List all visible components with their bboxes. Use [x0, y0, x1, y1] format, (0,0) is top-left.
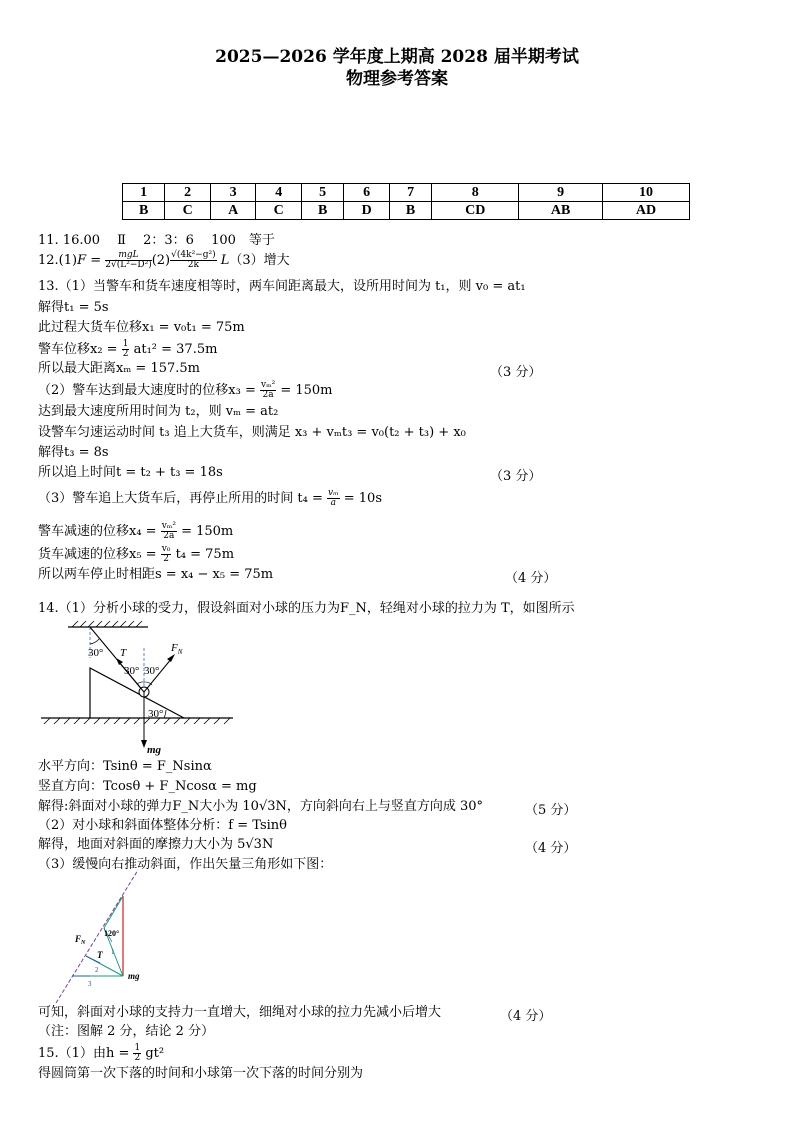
- q13-line-5: 所以最大距离xₘ = 157.5m: [38, 361, 201, 376]
- answer-cell: C: [256, 202, 302, 220]
- question-number: 4: [256, 184, 302, 202]
- question-number: 6: [344, 184, 390, 202]
- q13-line-6: [38, 381, 333, 400]
- q15-l1-pre: 15.（1）由h =: [38, 1046, 130, 1061]
- q13-score-1: （3 分）: [490, 365, 542, 380]
- q13-line-9: 解得t₃ = 8s: [38, 445, 109, 460]
- q13-l13-pre: 货车减速的位移x₅ =: [38, 547, 157, 562]
- fig1-fn-sub: N: [177, 648, 183, 656]
- q15-line-2: 得圆筒第一次下落的时间和小球第一次下落的时间分别为: [38, 1066, 364, 1081]
- answer-cell: CD: [432, 202, 519, 220]
- q13-l4-post: at₁² = 37.5m: [133, 342, 218, 357]
- q12-l: L: [220, 253, 230, 268]
- question-number: 1: [123, 184, 165, 202]
- q12-den1: 2√(L²−D²): [105, 260, 152, 270]
- q13-l6-den: 2a: [262, 390, 274, 400]
- answer-cell: AD: [602, 202, 689, 220]
- q14-score-3: （4 分）: [500, 1009, 552, 1024]
- q13-l11-fraction: [327, 489, 340, 508]
- q12-fraction-2: [170, 251, 216, 270]
- q13-line-7: 达到最大速度所用时间为 t₂，则 vₘ = at₂: [38, 404, 279, 419]
- fig1-angle-1: 30°: [88, 647, 104, 659]
- q13-score-2: （3 分）: [490, 469, 542, 484]
- answer-cell: B: [123, 202, 165, 220]
- q13-l6-num: vₘ²: [260, 380, 276, 390]
- fig1-angle-4: 30°: [148, 708, 164, 720]
- fig2-num-1: 1: [111, 948, 115, 956]
- q13-l13-den: 2: [163, 554, 169, 564]
- q14-line-3: 竖直方向：Tcosθ + F_Ncosα = mg: [38, 779, 257, 794]
- fig1-angle-3: 30°: [144, 665, 160, 677]
- q15-l1-post: gt²: [145, 1046, 165, 1061]
- force-diagram: [38, 618, 238, 760]
- q13-l4-den: 2: [122, 349, 129, 359]
- q13-line-3: 此过程大货车位移x₁ = v₀t₁ = 75m: [38, 320, 245, 335]
- q13-line-10: 所以追上时间t = t₂ + t₃ = 18s: [38, 465, 223, 480]
- q14-line-9: （注：图解 2 分，结论 2 分）: [38, 1024, 215, 1039]
- answer-cell: D: [344, 202, 390, 220]
- q13-l4-fraction: [122, 340, 130, 359]
- answer-cell: AB: [519, 202, 603, 220]
- vector-triangle-diagram: [50, 868, 160, 1008]
- q13-l12-pre: 警车减速的位移x₄ =: [38, 524, 157, 539]
- answer-cell: A: [210, 202, 256, 220]
- q12-den2: 2k: [187, 260, 199, 270]
- question-number: 2: [165, 184, 211, 202]
- fig1-angle-2: 30°: [124, 665, 140, 677]
- fig2-t-label: T: [97, 950, 103, 960]
- q13-l12-den: 2a: [163, 531, 175, 541]
- q13-line-12: [38, 522, 233, 541]
- q13-l11-den: a: [330, 498, 336, 508]
- fig2-fn-sub: N: [81, 940, 86, 946]
- q13-l4-num: 1: [122, 339, 129, 349]
- answer-cell: B: [302, 202, 344, 220]
- fig2-fn-main: F: [75, 934, 82, 944]
- q13-l4-pre: 警车位移x₂ =: [38, 342, 118, 357]
- fig1-t-label: T: [120, 647, 127, 659]
- q13-line-13: [38, 545, 234, 564]
- question-number: 10: [602, 184, 689, 202]
- q13-l13-num: v₀: [161, 544, 171, 554]
- question-number: 8: [432, 184, 519, 202]
- answer-table-number-row: [123, 184, 690, 202]
- q13-l11-post: = 10s: [343, 491, 383, 506]
- q12-num2: √(4k²−g²): [171, 250, 216, 260]
- answer-cell: B: [389, 202, 431, 220]
- q12-num1: mgL: [105, 251, 151, 261]
- q13-line-11: [38, 489, 382, 508]
- q13-l6-fraction: [260, 381, 276, 400]
- q15-l1-den: 2: [134, 1053, 141, 1063]
- q12-f: F =: [77, 253, 102, 268]
- q13-line-4: [38, 340, 217, 359]
- q14-line-7: （3）缓慢向右推动斜面，作出矢量三角形如下图：: [38, 857, 333, 872]
- q15-line-1: [38, 1044, 164, 1063]
- question-number: 5: [302, 184, 344, 202]
- q12-prefix: 12.(1): [38, 253, 78, 268]
- fig2-mg-label: mg: [128, 971, 140, 981]
- q14-line-2: 水平方向：Tsinθ = F_Nsinα: [38, 759, 212, 774]
- q13-line-8: 设警车匀速运动时间 t₃ 追上大货车，则满足 x₃ + vₘt₃ = v₀(t₂ + t₃) + x₀: [38, 425, 466, 440]
- question-number: 3: [210, 184, 256, 202]
- q13-l12-num: vₘ²: [161, 521, 176, 531]
- answer-table: [122, 183, 690, 220]
- answer-table-answer-row: [123, 202, 690, 220]
- q12-fraction-1: [105, 251, 151, 270]
- fig2-angle-label: 120°: [104, 929, 120, 938]
- q13-l6-pre: （2）警车达到最大速度时的位移x₃ =: [38, 383, 256, 398]
- q15-l1-num: 1: [134, 1043, 141, 1053]
- q14-score-2: （4 分）: [525, 841, 577, 856]
- q14-line-1: 14.（1）分析小球的受力，假设斜面对小球的压力为F_N，轻绳对小球的拉力为 T，如图所示: [38, 601, 575, 616]
- q13-line-1: 13.（1）当警车和货车速度相等时，两车间距离最大，设所用时间为 t₁，则 v₀ = at₁: [38, 279, 526, 294]
- q13-l6-post: = 150m: [280, 383, 333, 398]
- q13-line-14: 所以两车停止时相距s = x₄ − x₅ = 75m: [38, 567, 274, 582]
- fig1-fn-label: [170, 642, 183, 656]
- fig2-num-2: 2: [95, 966, 99, 974]
- q14-line-6: 解得，地面对斜面的摩擦力大小为 5√3N: [38, 837, 274, 852]
- q12-part2: (2): [151, 253, 171, 268]
- q14-score-1: （5 分）: [525, 803, 577, 818]
- q13-l13-post: t₄ = 75m: [175, 547, 235, 562]
- q13-score-3: （4 分）: [505, 571, 557, 586]
- q15-l1-fraction: [133, 1044, 141, 1063]
- question-number: 7: [389, 184, 431, 202]
- q12-part3: （3）增大: [229, 253, 290, 268]
- fig1-mg-label: mg: [147, 744, 162, 756]
- q14-line-4: 解得:斜面对小球的弹力F_N大小为 10√3N，方向斜向右上与竖直方向成 30°: [38, 799, 484, 814]
- q13-l12-fraction: [161, 522, 177, 541]
- q13-line-2: 解得t₁ = 5s: [38, 300, 109, 315]
- q13-l11-num: vₘ: [328, 488, 339, 498]
- q11-line: 11. 16.00 Ⅱ 2：3：6 100 等于: [38, 233, 275, 248]
- q14-line-8: 可知，斜面对小球的支持力一直增大，细绳对小球的拉力先减小后增大: [38, 1005, 442, 1020]
- q13-l13-fraction: [161, 545, 172, 564]
- q13-l11-pre: （3）警车追上大货车后，再停止所用的时间 t₄ =: [38, 491, 323, 506]
- fig2-num-3: 3: [88, 980, 92, 988]
- exam-title: 2025—2026 学年度上期高 2028 届半期考试: [215, 47, 579, 67]
- question-number: 9: [519, 184, 603, 202]
- fig2-fn-label: [74, 934, 86, 946]
- fig1-fn-main: F: [171, 642, 178, 654]
- q12-line: [38, 251, 290, 270]
- q13-l12-post: = 150m: [181, 524, 234, 539]
- q14-line-5: （2）对小球和斜面体整体分析：f = Tsinθ: [38, 818, 287, 833]
- exam-subtitle: 物理参考答案: [346, 69, 448, 89]
- answer-cell: C: [165, 202, 211, 220]
